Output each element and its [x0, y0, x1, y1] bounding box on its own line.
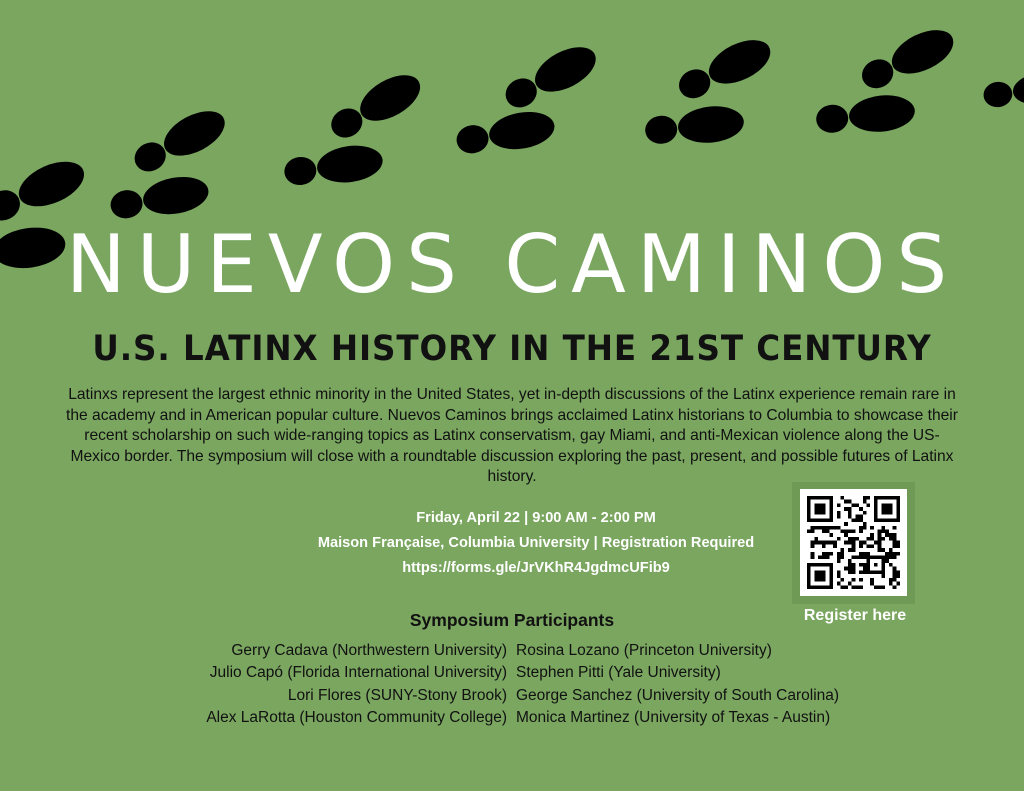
qr-code[interactable] [792, 482, 915, 604]
participant: Rosina Lozano (Princeton University) [516, 642, 772, 659]
participant: Julio Capó (Florida International University) [209, 664, 507, 682]
participant: Gerry Cadava (Northwestern University) [231, 642, 507, 659]
participants-heading: Symposium Participants [409, 610, 615, 630]
qr-label: Register here [803, 607, 907, 624]
participant: Alex LaRotta (Houston Community College) [206, 708, 507, 726]
qr-code-icon [807, 496, 900, 589]
participant: Stephen Pitti (Yale University) [516, 664, 721, 682]
footprint [981, 68, 1024, 112]
footprint [454, 107, 558, 160]
registration-link[interactable]: https://forms.gle/JrVKhR4JgdmcUFib9 [402, 560, 670, 576]
event-title: NUEVOS CAMINOS [65, 218, 959, 311]
participant: Monica Martinez (University of Texas - Austin) [516, 708, 831, 726]
participants-list-left [206, 640, 507, 729]
footprint [672, 31, 777, 107]
footprint [282, 142, 385, 191]
participant: Lori Flores (SUNY-Stony Brook) [287, 686, 507, 704]
footprint [108, 172, 212, 225]
footprint [855, 21, 960, 97]
footprint [643, 103, 745, 149]
footprint [499, 38, 603, 116]
participant: George Sanchez (University of South Carolina) [516, 686, 840, 704]
event-subtitle: U.S. LATINX HISTORY IN THE 21ST CENTURY [92, 329, 932, 369]
event-description: Latinxs represent the largest ethnic minority in the United States, yet in-depth discussions of the Latinx experience remain rare in the academy and in American popular culture. Nuevos Caminos brings acclaimed Latinx historians to Columbia to showcase their recent scholarship on such wide-ranging topics as Latinx conservatism, gay Miami, and anti-Mexican violence along the US-Mexico border. The symposium will close with a roundtable discussion exploring the past, present, and possible futures of Latinx history. [66, 386, 958, 485]
participants-list-right [516, 640, 839, 729]
event-date-time: Friday, April 22 | 9:00 AM - 2:00 PM [416, 510, 656, 526]
footprint [814, 92, 916, 138]
event-location: Maison Française, Columbia University | Registration Required [317, 535, 755, 551]
footprint [128, 102, 232, 180]
footprint [324, 66, 428, 147]
